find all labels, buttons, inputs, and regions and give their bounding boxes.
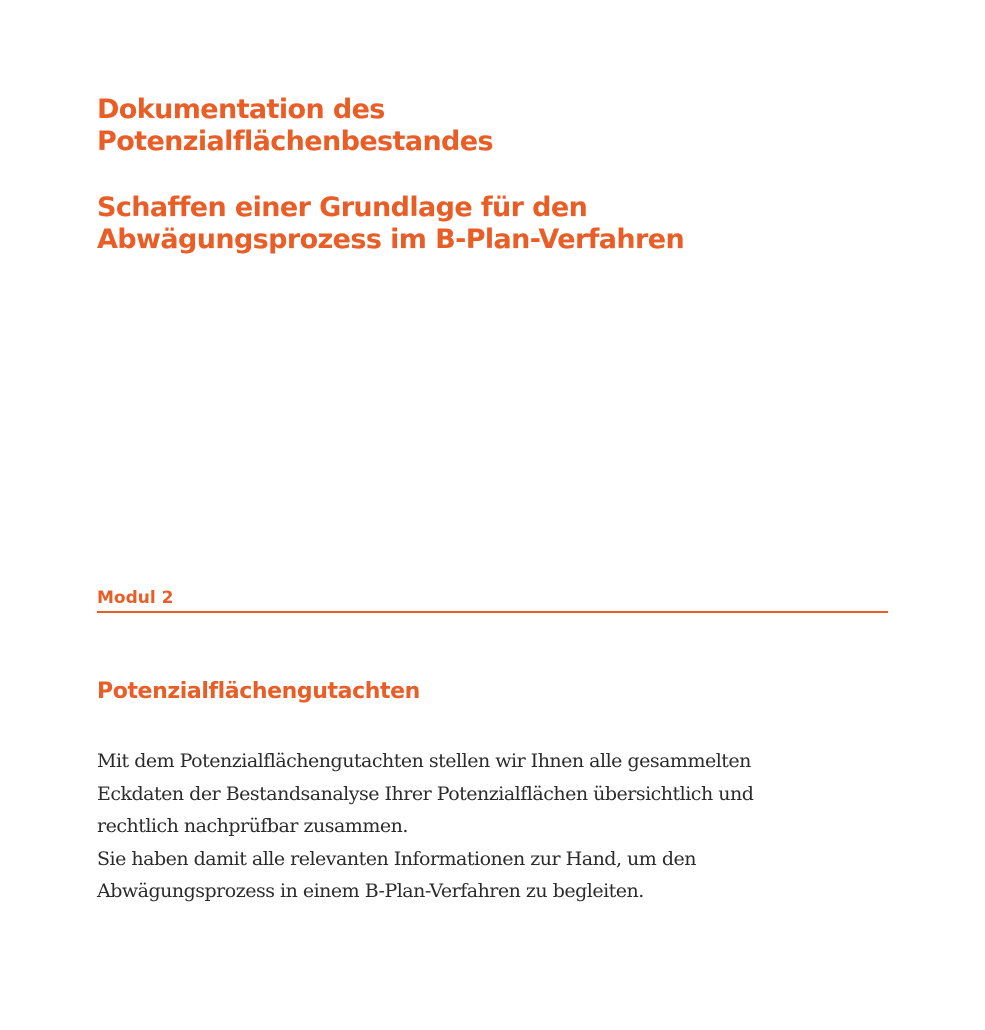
body-line-5: Abwägungsprozess in einem B-Plan-Verfahren zu begleiten.	[97, 880, 644, 902]
headline-documentation-line-1: Dokumentation des	[97, 94, 385, 125]
headline-documentation-line-2: Potenzialflächenbestandes	[97, 126, 493, 157]
body-line-2: Eckdaten der Bestandsanalyse Ihrer Potenzialflächen übersichtlich und	[97, 782, 754, 805]
body-line-3: rechtlich nachprüfbar zusammen.	[97, 815, 408, 837]
module-label: Modul 2	[97, 588, 174, 608]
headline-foundation-line-1: Schaffen einer Grundlage für den	[97, 192, 588, 223]
headline-foundation-line-2: Abwägungsprozess im B-Plan-Verfahren	[97, 224, 685, 255]
headline-foundation	[97, 192, 897, 256]
headline-documentation	[97, 94, 897, 158]
section-body	[97, 745, 887, 908]
body-line-4: Sie haben damit alle relevanten Informationen zur Hand, um den	[97, 847, 696, 870]
section-title: Potenzialflächengutachten	[97, 679, 420, 704]
module-divider	[97, 611, 888, 613]
body-line-1: Mit dem Potenzialflächengutachten stellen wir Ihnen alle gesammelten	[97, 750, 751, 772]
